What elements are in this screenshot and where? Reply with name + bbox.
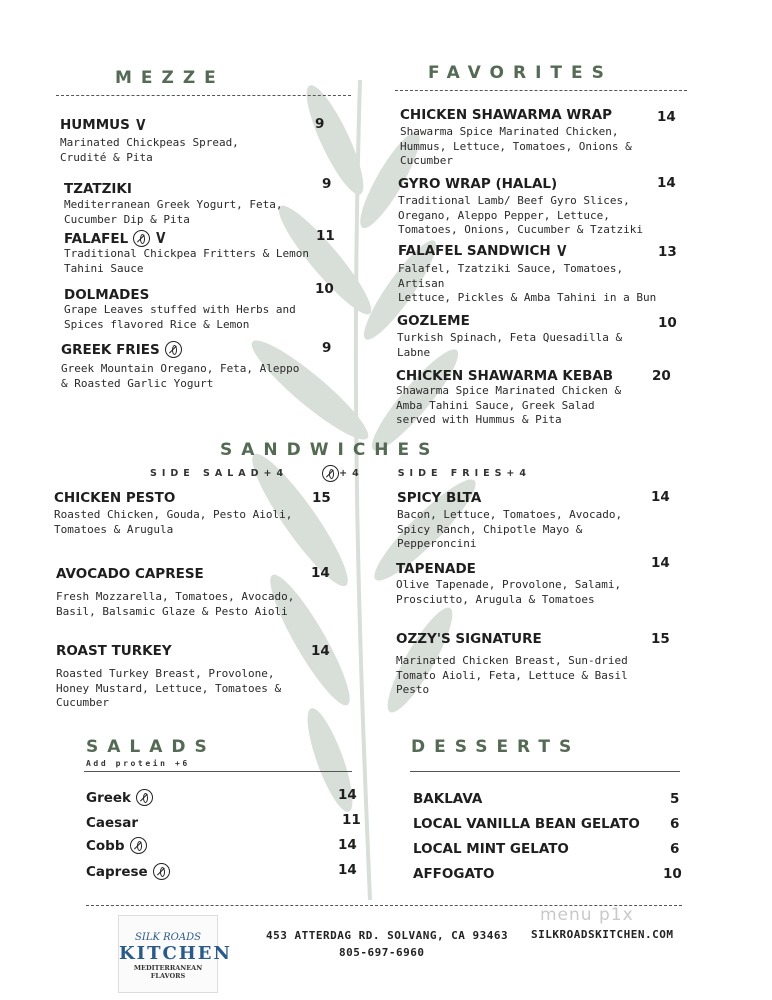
menu-item-tapenade: [396, 561, 646, 607]
desserts-divider: [410, 771, 680, 772]
menu-item-chicken-shawarma-kebab: [396, 368, 651, 428]
item-price: 14: [311, 643, 330, 659]
item-name: Caprese: [86, 863, 148, 880]
desserts-title: DESSERTS: [411, 737, 581, 757]
item-description: Roasted Turkey Breast, Provolone, Honey Mustard, Lettuce, Tomatoes & Cucumber: [56, 667, 282, 709]
item-price: 10: [315, 281, 334, 297]
item-name: CHICKEN SHAWARMA WRAP: [400, 107, 613, 123]
gluten-free-icon: [165, 341, 182, 358]
favorites-title: FAVORITES: [428, 63, 613, 83]
gluten-free-icon: [136, 789, 153, 806]
item-name: AVOCADO CAPRESE: [56, 566, 204, 582]
mezze-title: MEZZE: [115, 68, 225, 88]
item-price: 14: [651, 555, 670, 571]
sandwiches-title: SANDWICHES: [220, 440, 440, 460]
item-name: HUMMUS: [60, 117, 130, 133]
item-price: 5: [670, 791, 680, 807]
item-description: Roasted Chicken, Gouda, Pesto Aioli, Tomatoes & Arugula: [54, 508, 293, 536]
menu-item-baklava: [413, 791, 482, 807]
menu-item-vanilla-gelato: [413, 816, 640, 832]
item-name: OZZY'S SIGNATURE: [396, 631, 542, 647]
item-price: 9: [315, 116, 325, 132]
item-description: Shawarma Spice Marinated Chicken, Hummus, Lettuce, Tomatoes, Onions & Cucumber: [400, 125, 632, 167]
restaurant-address: 453 ATTERDAG RD. SOLVANG, CA 93463: [266, 929, 509, 942]
side-salad-note: SIDE SALAD+4: [150, 468, 289, 479]
gluten-free-icon: [153, 863, 170, 880]
restaurant-logo: [118, 915, 232, 993]
menu-item-ozzys-signature: [396, 631, 646, 698]
item-price: 6: [670, 841, 680, 857]
item-name: DOLMADES: [64, 287, 150, 303]
menu-item-tzatziki: [64, 181, 334, 227]
gluten-free-icon: [322, 465, 339, 482]
salads-divider: [84, 771, 352, 772]
menupix-watermark: menu p1x: [540, 905, 634, 925]
item-description: Traditional Lamb/ Beef Gyro Slices, Oregano, Aleppo Pepper, Lettuce, Tomatoes, Onions, Cucumber & Tzatziki: [398, 194, 644, 236]
menu-item-mint-gelato: [413, 841, 569, 857]
item-name: GYRO WRAP (HALAL): [398, 176, 558, 192]
item-price: 20: [652, 368, 671, 384]
item-name: ROAST TURKEY: [56, 643, 172, 659]
item-name: FALAFEL SANDWICH: [398, 243, 551, 259]
item-name: Greek: [86, 789, 132, 806]
item-price: 14: [651, 489, 670, 505]
favorites-divider: [395, 90, 687, 91]
salads-protein-note: Add protein +6: [86, 759, 190, 768]
item-name: GOZLEME: [397, 313, 470, 329]
menu-item-falafel: [64, 230, 334, 276]
item-name: SPICY BLTA: [397, 490, 482, 506]
item-price: 14: [338, 862, 357, 878]
item-price: 14: [657, 175, 676, 191]
item-description: Marinated Chicken Breast, Sun-dried Tomato Aioli, Feta, Lettuce & Basil Pesto: [396, 654, 628, 696]
item-description: Mediterranean Greek Yogurt, Feta, Cucumber Dip & Pita: [64, 198, 283, 226]
item-price: 11: [316, 228, 335, 244]
sandwiches-side-options: [150, 465, 531, 482]
item-description: Falafel, Tzatziki Sauce, Tomatoes, Artisan Lettuce, Pickles & Amba Tahini in a Bun: [398, 262, 657, 304]
restaurant-website-link[interactable]: SILKROADSKITCHEN.COM: [531, 928, 674, 941]
item-name: Caesar: [86, 815, 138, 831]
menu-item-greek-fries: [61, 341, 331, 391]
item-description: Turkish Spinach, Feta Quesadilla & Labne: [397, 331, 623, 359]
menu-item-hummus: [60, 117, 330, 165]
menu-item-gozleme: [397, 313, 647, 360]
item-name: CHICKEN PESTO: [54, 490, 176, 506]
logo-text-tagline: MEDITERRANEAN FLAVORS: [133, 964, 203, 980]
item-description: Greek Mountain Oregano, Feta, Aleppo & Roasted Garlic Yogurt: [61, 362, 300, 390]
item-description: Shawarma Spice Marinated Chicken & Amba Tahini Sauce, Greek Salad served with Hummus & Pita: [396, 384, 622, 426]
item-price: 15: [312, 490, 331, 506]
logo-text-main: KITCHEN: [119, 943, 232, 964]
menu-item-falafel-sandwich: [398, 243, 658, 306]
item-name: LOCAL VANILLA BEAN GELATO: [413, 816, 640, 832]
item-price: 13: [658, 244, 677, 260]
item-price: 15: [651, 631, 670, 647]
mezze-divider: [56, 95, 351, 96]
menu-item-gyro-wrap: [398, 176, 648, 238]
side-fries-note: SIDE FRIES+4: [397, 468, 532, 479]
menu-item-caprese-salad: [86, 863, 170, 880]
item-name: Cobb: [86, 837, 125, 854]
restaurant-phone[interactable]: 805-697-6960: [339, 946, 425, 959]
menu-item-roast-turkey: [56, 643, 316, 711]
gluten-free-icon: [133, 230, 150, 247]
menu-item-dolmades: [64, 287, 334, 332]
menu-item-affogato: [413, 866, 495, 882]
item-price: 9: [322, 340, 332, 356]
item-price: 14: [657, 109, 676, 125]
item-price: 14: [311, 565, 330, 581]
item-description: Grape Leaves stuffed with Herbs and Spices flavored Rice & Lemon: [64, 303, 296, 331]
vegan-leaf-icon: V: [135, 115, 146, 134]
item-name: LOCAL MINT GELATO: [413, 841, 569, 857]
menu-item-spicy-blta: [397, 490, 647, 552]
item-description: Marinated Chickpeas Spread, Crudité & Pita: [60, 136, 239, 164]
item-description: Fresh Mozzarella, Tomatoes, Avocado, Basil, Balsamic Glaze & Pesto Aioli: [56, 590, 295, 618]
item-price: 14: [338, 837, 357, 853]
item-description: Olive Tapenade, Provolone, Salami, Prosciutto, Arugula & Tomatoes: [396, 578, 622, 606]
item-price: 14: [338, 787, 357, 803]
item-description: Bacon, Lettuce, Tomatoes, Avocado, Spicy Ranch, Chipotle Mayo & Pepperoncini: [397, 508, 623, 550]
menu-item-chicken-shawarma-wrap: [400, 107, 650, 169]
salads-title: SALADS: [86, 737, 216, 757]
menu-item-caesar-salad: [86, 815, 138, 831]
item-name: GREEK FRIES: [61, 341, 160, 358]
item-price: 9: [322, 176, 332, 192]
vegan-leaf-icon: V: [556, 241, 567, 260]
item-name: TZATZIKI: [64, 181, 132, 197]
item-name: AFFOGATO: [413, 866, 495, 882]
item-name: FALAFEL: [64, 230, 129, 247]
item-price: 10: [663, 866, 682, 882]
gluten-free-upcharge: +4: [339, 468, 364, 479]
item-price: 11: [342, 812, 361, 828]
item-name: BAKLAVA: [413, 791, 483, 807]
logo-text-top: SILK ROADS: [135, 932, 201, 943]
item-name: CHICKEN SHAWARMA KEBAB: [396, 368, 614, 384]
vegan-leaf-icon: V: [156, 229, 166, 247]
menu-item-chicken-pesto: [54, 490, 314, 537]
item-price: 10: [658, 315, 677, 331]
menu-item-cobb-salad: [86, 837, 147, 854]
item-name: TAPENADE: [396, 561, 476, 577]
gluten-free-icon: [130, 837, 147, 854]
menu-item-greek-salad: [86, 789, 153, 806]
item-price: 6: [670, 816, 680, 832]
menu-item-avocado-caprese: [56, 566, 316, 619]
item-description: Traditional Chickpea Fritters & Lemon Tahini Sauce: [64, 247, 310, 275]
